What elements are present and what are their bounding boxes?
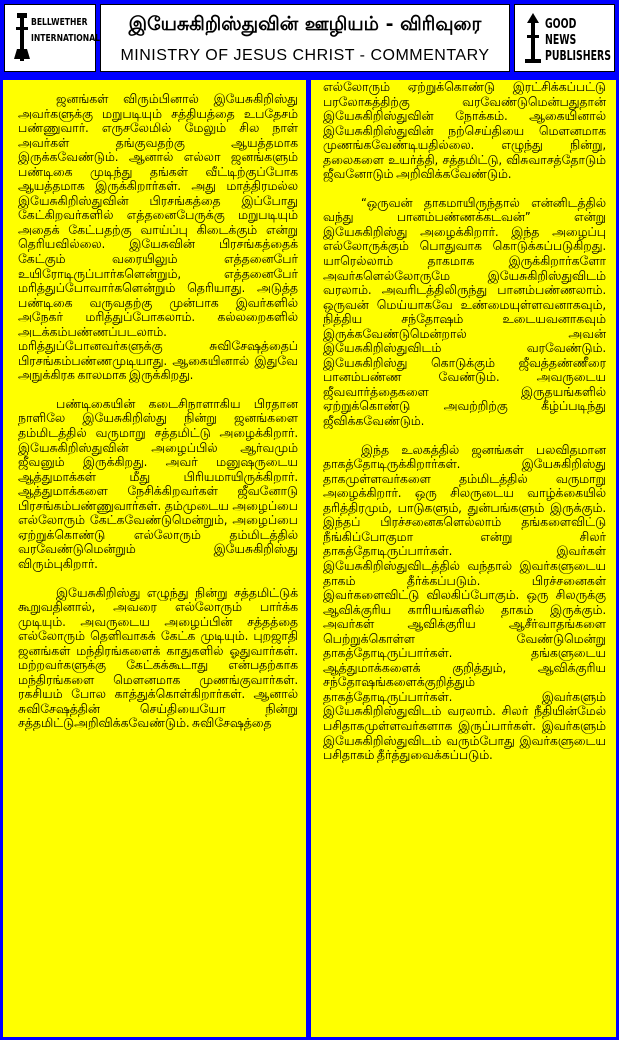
good-news-logo-line1: GOOD NEWS xyxy=(545,17,577,48)
good-news-logo-icon xyxy=(521,11,545,65)
paragraph: இயேசுகிறிஸ்து எழுந்து நின்று சத்தமிட்டுக் கூறுவதினால், அவரை எல்லோரும் பார்க்க முடியும். அவருடைய அழைப்பின் சத்தத்தை எல்லோரும் தெளிவாகக் கேட்க முடியும். புறஜாதி ஜனங்கள் மந்திரங்களைக் காதுகளில் ஓதுவார்கள். மற்றவர்களுக்கு கேட்கக்கூடாது என்பதற்காக மந்திரங்களை மௌனமாக முணங்குவார்கள். ரகசியம் போல காத்துக்கொள்கிறார்கள். ஆனால் சுவிசேஷத்தின் செய்தியையோ நின்று சத்தமிட்டுஅறிவிக்கவேண்டும். சுவிசேஷத்தை xyxy=(18,584,298,731)
paragraph: பண்டிகையின் கடைசிநாளாகிய பிரதான நாளிலே இயேசுகிறிஸ்து நின்று ஜனங்களை தம்மிடத்தில் வருமாறு சத்தமிட்டு அழைக்கிறார். இயேசுகிறிஸ்துவின் அழைப்பில் ஆர்வமும் ஜீவனும் இருக்கிறது. அவர் மனுஷருடைய ஆத்துமாக்கள் மீது பிரியமாயிருக்கிறார். ஆத்துமாக்களை நேசிக்கிறவர்கள் ஜீவனோடு பிரசங்கம்பண்ணுவார்கள். தம்முடைய அழைப்பை எல்லோரும் கேட்கவேண்டுமென்றும், அழைப்பை ஏற்றுக்கொண்டு எல்லோரும் தம்மிடத்தில் வரவேண்டுமென்றும் இயேசுகிறிஸ்து விரும்புகிறார். xyxy=(18,395,298,571)
paragraph: ஜனங்கள் விரும்பினால் இயேசுகிறிஸ்து அவர்களுக்கு மறுபடியும் சத்தியத்தை உபதேசம் பண்ணுவார். எருசலேமில் மேலும் சில நாள் அவர்கள் தங்குவதற்கு ஆயத்தமாக இருக்கவேண்டும். ஆனால் எல்லா ஜனங்களும் பண்டிகை முடிந்து தங்கள் வீட்டிற்குப்போக ஆயத்தமாக இருக்கிறார்கள். அது மாத்திரமல்ல இயேசுகிறிஸ்துவின் பிரசங்கத்தை இப்போது கேட்கிறவர்களில் எத்தனைபேருக்கு மறுபடியும் அதைக் கேட்பதற்கு வாய்ப்பு கிடைக்கும் என்று தெரியவில்லை. இயேசுவின் பிரசங்கத்தைக் கேட்கும் வரையிலும் எத்தனைபேர் உயிரோடிருப்பார்களென்றும், எத்தனைபேர் மரித்துப்போவார்களென்றும் தெரியாது. அடுத்த பண்டிகை வருவதற்கு முன்பாக இவர்களில் அநேகர் மரித்துப்போகலாம். கல்லறைகளில் அடக்கம்பண்ணப்படலாம். மரித்துப்போனவர்களுக்கு சுவிசேஷத்தைப் பிரசங்கம்பண்ணமுடியாது. ஆகையினால் இதுவே அநுக்கிரக காலமாக இருக்கிறது. xyxy=(18,91,298,383)
paragraph: இந்த உலகத்தில் ஜனங்கள் பலவிதமான தாகத்தோடிருக்கிறார்கள். இயேசுகிறிஸ்து தாகமுள்ளவர்களை தம்மிடத்தில் வருமாறு அழைக்கிறார். ஒரு சிலருடைய வாழ்க்கையில் தரித்திரமும், பாடுகளும், துன்பங்களும் இருக்கும். இந்தப் பிரச்சனைகளெல்லாம் தங்களைவிட்டு நீங்கிப்போகுமா என்று சிலர் தாகத்தோடிருப்பார்கள். இவர்கள் இயேசுகிறிஸ்துவிடத்தில் வந்தால் இவர்களுடைய தாகம் தீர்க்கப்படும். பிரச்சனைகள் இவர்களைவிட்டு விலகிப்போகும். ஒரு சிலருக்கு ஆவிக்குரிய காரியங்களில் தாகம் இருக்கும். அவர்கள் ஆவிக்குரிய ஆசீர்வாதங்களை பெற்றுக்கொள்ள வேண்டுமென்று தாகத்தோடிருப்பார்கள். தங்களுடைய ஆத்துமாக்களைக் குறித்தும், ஆவிக்குரிய சந்தோஷங்களைக்குறித்தும் தாகத்தோடிருப்பார்கள். இவர்களும் இயேசுகிறிஸ்துவிடம் வரலாம். சிலர் நீதியின்மேல் பசிதாகமுள்ளவர்களாக இருப்பார்கள். இவர்களும் இயேசுகிறிஸ்துவிடம் வரும்போது இவர்களுடைய பசிதாகம் தீர்த்துவைக்கப்படும். xyxy=(323,441,606,763)
bellwether-logo-box xyxy=(4,4,100,72)
good-news-logo-line2: PUBLISHERS xyxy=(545,49,611,64)
page-title-english: MINISTRY OF JESUS CHRIST - COMMENTARY xyxy=(120,47,490,64)
good-news-logo-text xyxy=(545,17,611,65)
left-column xyxy=(3,80,306,1037)
paragraph: “ஒருவன் தாகமாயிருந்தால் என்னிடத்தில் வந்து பானம்பண்ணக்கடவன்” என்று இயேசுகிறிஸ்து அழைக்கிறார். இந்த அழைப்பு எல்லோருக்கும் பொதுவாக கொடுக்கப்படுகிறது. யாரெல்லாம் தாகமாக இருக்கிறார்களோ அவர்களெல்லோருமே இயேசுகிறிஸ்துவிடம் வரலாம். அவரிடத்திலிருந்து பானம்பண்ணலாம். ஒருவன் மெய்யாகவே உண்மையுள்ளவனாகவும், நித்திய சந்தோஷம் உடையவனாகவும் இருக்கவேண்டுமென்றால் அவன் இயேசுகிறிஸ்துவிடம் வரவேண்டும். இயேசுகிறிஸ்து கொடுக்கும் ஜீவத்தண்ணீரை பானம்பண்ண வேண்டும். அவருடைய ஜீவவார்த்தைகளை இருதயங்களில் ஏற்றுக்கொண்டு அவற்றிற்கு கீழ்ப்படிந்து ஜீவிக்கவேண்டும். xyxy=(323,194,606,429)
page-title-tamil: இயேசுகிறிஸ்துவின் ஊழியம் - விரிவுரை xyxy=(128,13,482,35)
right-column xyxy=(311,80,616,1037)
bellwether-logo-text xyxy=(31,15,100,47)
good-news-logo-box xyxy=(514,4,615,72)
title-box xyxy=(100,4,510,72)
paragraph: எல்லோரும் ஏற்றுக்கொண்டு இரட்சிக்கப்பட்டு பரலோகத்திற்கு வரவேண்டுமென்பதுதான் இயேசுகிறிஸ்துவின் நோக்கம். ஆகையினால் இயேசுகிறிஸ்துவின் நற்செய்தியை மௌனமாக முணங்கவேண்டியதில்லை. எழுந்து நின்று, தலைகளை உயர்த்தி, சத்தமிட்டு, விசுவாசத்தோடும் ஜீவனோடும் அறிவிக்கவேண்டும். xyxy=(323,80,606,182)
bellwether-logo-line1: BELLWETHER xyxy=(31,17,88,28)
bellwether-logo-icon xyxy=(11,11,33,63)
bellwether-logo-line2: INTERNATIONAL xyxy=(31,33,100,44)
page-header xyxy=(0,0,619,78)
